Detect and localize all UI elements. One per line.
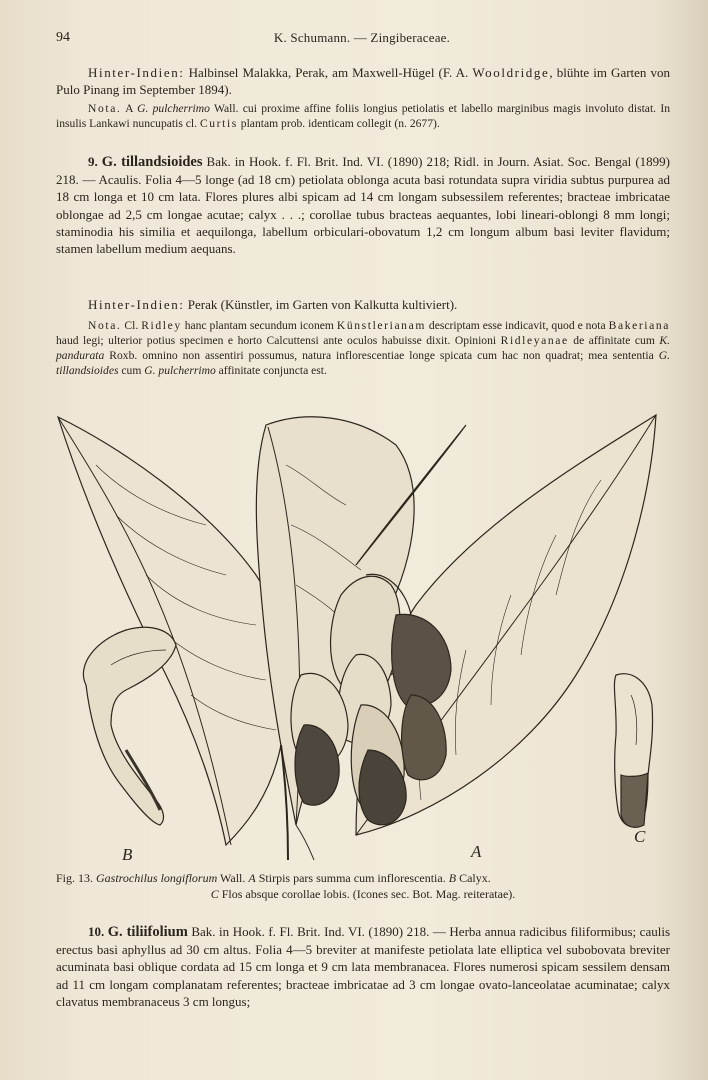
species-8-distribution bbox=[56, 64, 670, 98]
caption-text: Flos absque corollae lobis. (Icones sec. Bot. Mag. reiteratae). bbox=[218, 887, 516, 901]
note-text: Wall. cui proxime affine foliis longius petiolatis et labello marginibus magis involuto distat. In insulis Lankawi nuncupatis cl. bbox=[56, 102, 670, 130]
species-9-entry bbox=[56, 153, 670, 257]
species-9-distribution bbox=[56, 296, 670, 313]
note-text: A bbox=[121, 102, 138, 115]
flower-figure-c bbox=[614, 674, 652, 828]
caption-species: Gastrochilus longiflorum bbox=[96, 871, 218, 885]
plant-drawing bbox=[56, 405, 666, 865]
species-9-note bbox=[56, 318, 670, 378]
species-description: Bak. in Hook. f. Fl. Brit. Ind. VI. (1890) 218. — Herba annua radicibus filiformibus; caulis erectus basi aphyllus ad 30 cm altus. Folia 4—5 breviter at manifeste petiolata late elliptica vel subobovata breviter acuminata basi oblique cordata ad 15 cm longa et 9 cm lata membranacea. Flores numerosi spicam sessilem densam ad 11 cm longam complanatam referentes; bracteae imbricatae ad 3 cm longae ovato-lanceolatae acuminatae; calyx clavatus membranaceus 3 cm longus; bbox=[56, 924, 671, 1009]
figure-number: Fig. 13. bbox=[56, 871, 94, 885]
note-text: hanc plantam secundum iconem bbox=[181, 319, 337, 332]
species-title: G. tiliifolium bbox=[107, 924, 188, 940]
nota-label: Nota. bbox=[88, 102, 122, 115]
note-text: affinitate conjuncta est. bbox=[215, 364, 327, 377]
note-text: descriptam esse indicavit, quod e nota bbox=[425, 319, 609, 332]
species-name: K. pandurata bbox=[56, 334, 670, 362]
caption-ref-b: B bbox=[448, 871, 457, 885]
nota-label: Nota. bbox=[88, 319, 122, 332]
botanical-illustration bbox=[56, 405, 666, 865]
page-number: 94 bbox=[56, 30, 70, 45]
species-name: G. pulcherrimo bbox=[137, 102, 210, 115]
distribution-text: Perak (Künstler, im Garten von Kalkutta kultiviert). bbox=[184, 297, 458, 312]
caption-ref-a: A bbox=[248, 871, 256, 885]
author-name: Ridley bbox=[141, 319, 182, 332]
caption-ref-c: C bbox=[210, 887, 219, 901]
figure-label-a: A bbox=[471, 842, 482, 861]
note-text: Roxb. omnino non assentiri possumus, natura inflorescentiae longe spicata cum hac non quadrat; mea sententia bbox=[104, 349, 659, 362]
species-description: Bak. in Hook. f. Fl. Brit. Ind. VI. (1890) 218; Ridl. in Journ. Asiat. Soc. Bengal (1899) 218. — Acaulis. Folia 4—5 longe (ad 18 cm) petiolata oblonga acuta basi rotundata supra viridia subtus purpurea ad 18 cm longa et 10 cm lata. Flores plures albi spicam ad 14 cm longam subsessilem referentes; bracteae imbricatae oblongae ad 2,5 cm longae acutae; calyx . . .; corollae tubus bracteas aequantes, lobi lineari-oblongi 8 mm longi; staminodia his similia et aequilonga, labellum orbiculari-obovatum 1,2 cm longum album basi leviter flavidum; stamen labellum medium aequans. bbox=[56, 154, 670, 257]
note-text: de affinitate cum bbox=[568, 334, 660, 347]
region-label: Hinter-Indien: bbox=[88, 297, 185, 312]
distribution-text: Halbinsel Malakka, Perak, am Maxwell-Hügel (F. A. bbox=[184, 65, 473, 80]
collector-name: Curtis bbox=[199, 117, 238, 130]
author-name: Ridleyanae bbox=[500, 334, 569, 347]
species-number: 9. bbox=[88, 154, 98, 169]
distribution-text-2: , blühte im Garten von Pulo Pinang im September 1894). bbox=[56, 65, 670, 98]
species-number: 10. bbox=[88, 924, 105, 939]
leaf-left bbox=[58, 417, 286, 845]
caption-text: Stirpis pars summa cum inflorescentia. bbox=[255, 871, 449, 885]
running-title: K. Schumann. — Zingiberaceae. bbox=[273, 30, 451, 45]
calyx-figure-b bbox=[83, 627, 176, 825]
species-10-entry bbox=[56, 923, 670, 1010]
note-text: plantam prob. identicam collegit (n. 2677). bbox=[237, 117, 440, 130]
figure-caption bbox=[56, 870, 670, 902]
author-name: Bakeriana bbox=[608, 319, 671, 332]
note-text: cum bbox=[118, 364, 145, 377]
author-name: Künstlerianam bbox=[336, 319, 426, 332]
caption-text: Wall. bbox=[217, 871, 249, 885]
species-8-note bbox=[56, 101, 670, 131]
figure-label-c: C bbox=[634, 827, 646, 846]
running-header bbox=[56, 30, 668, 50]
note-text: haud legi; ulterior potius specimen e horto Calcuttensi ante oculos habuisse dixit. Opinioni bbox=[56, 334, 501, 347]
caption-text: Calyx. bbox=[456, 871, 491, 885]
species-name: G. tillandsioides bbox=[56, 349, 670, 377]
region-label: Hinter-Indien: bbox=[88, 65, 185, 80]
note-text: Cl. bbox=[121, 319, 142, 332]
figure-label-b: B bbox=[122, 845, 133, 864]
species-name: G. pulcherrimo bbox=[144, 364, 216, 377]
species-title: G. tillandsioides bbox=[101, 154, 203, 170]
collector-name: Wooldridge bbox=[472, 65, 550, 80]
